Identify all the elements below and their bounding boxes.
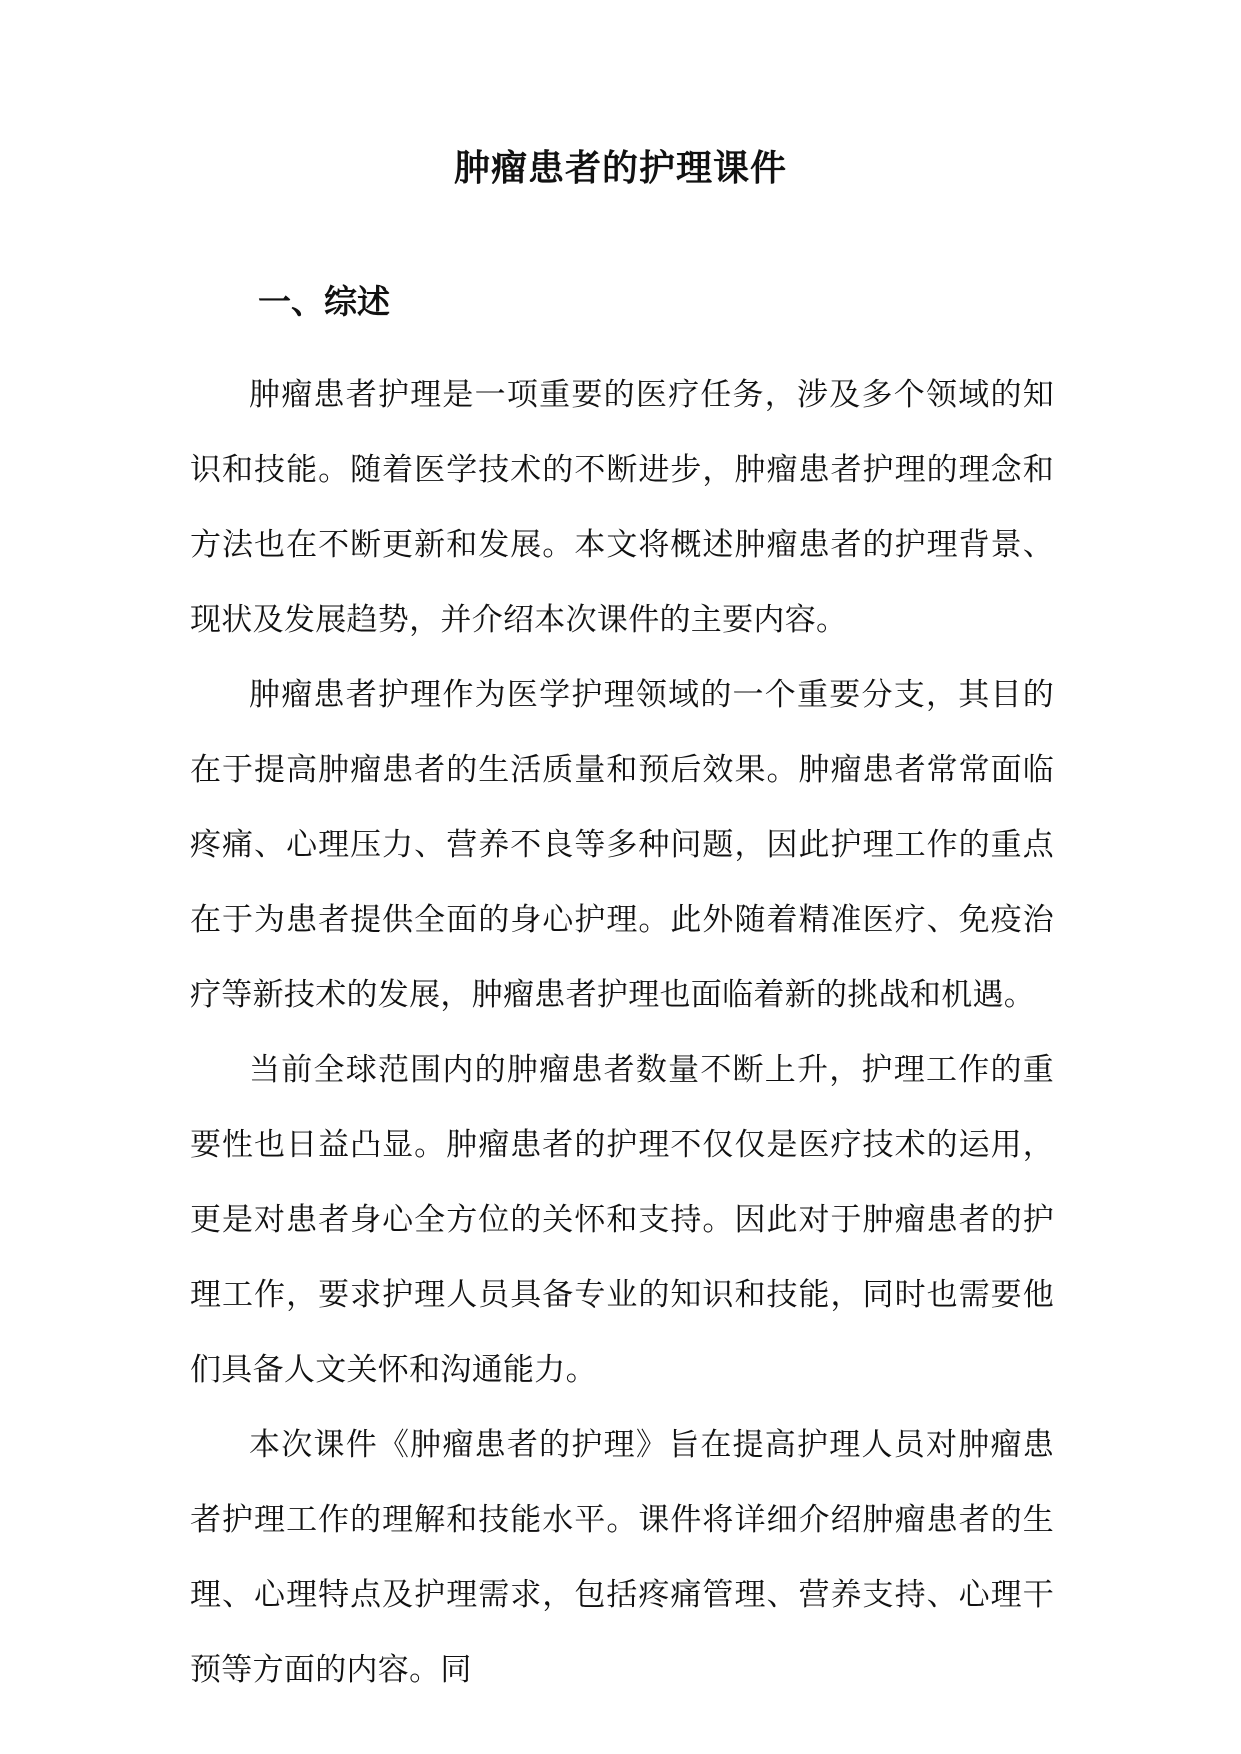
- paragraph-2: 肿瘤患者护理作为医学护理领域的一个重要分支，其目的在于提高肿瘤患者的生活质量和预后效果。肿瘤患者常常面临疼痛、心理压力、营养不良等多种问题，因此护理工作的重点在于为患者提供全面的身心护理。此外随着精准医疗、免疫治疗等新技术的发展，肿瘤患者护理也面临着新的挑战和机遇。: [190, 677, 1054, 1013]
- paragraph-3: 当前全球范围内的肿瘤患者数量不断上升，护理工作的重要性也日益凸显。肿瘤患者的护理不仅仅是医疗技术的运用，更是对患者身心全方位的关怀和支持。因此对于肿瘤患者的护理工作，要求护理人员具备专业的知识和技能，同时也需要他们具备人文关怀和沟通能力。: [190, 1052, 1054, 1388]
- paragraph-1: 肿瘤患者护理是一项重要的医疗任务，涉及多个领域的知识和技能。随着医学技术的不断进步，肿瘤患者护理的理念和方法也在不断更新和发展。本文将概述肿瘤患者的护理背景、现状及发展趋势，并介绍本次课件的主要内容。: [190, 377, 1054, 638]
- document-title: 肿瘤患者的护理课件: [453, 147, 787, 189]
- section-heading: 一、综述: [258, 282, 390, 321]
- paragraph-4: 本次课件《肿瘤患者的护理》旨在提高护理人员对肿瘤患者护理工作的理解和技能水平。课件将详细介绍肿瘤患者的生理、心理特点及护理需求，包括疼痛管理、营养支持、心理干预等方面的内容。同: [190, 1427, 1054, 1688]
- document-body: [190, 358, 1054, 1708]
